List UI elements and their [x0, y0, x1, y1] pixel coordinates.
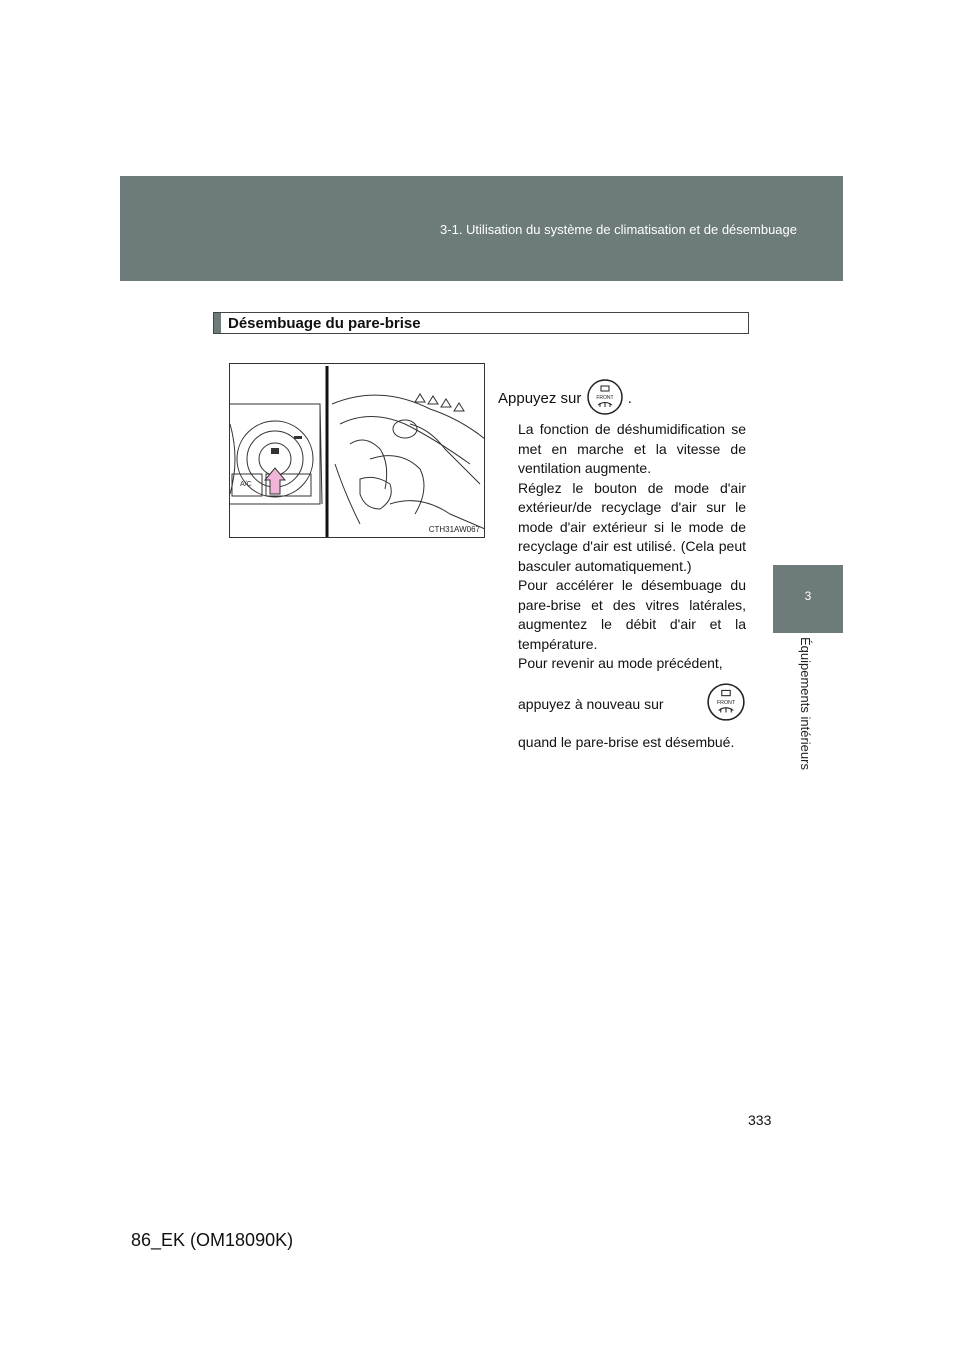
illustration: [229, 363, 485, 538]
chapter-label: Équipements intérieurs: [798, 637, 813, 770]
heading-accent-bar: [214, 313, 221, 333]
desc-paragraph-3: Pour accélérer le désembuage du pare-brise et des vitres latérales, augmentez le débit d'air et la température.: [518, 577, 746, 652]
chapter-label-area: [773, 633, 843, 795]
desc-inline-row: [518, 682, 746, 728]
front-defroster-button-icon: [586, 378, 624, 420]
svg-text:FRONT: FRONT: [595, 395, 614, 401]
instruction: [498, 378, 632, 420]
chapter-tab: [773, 565, 843, 633]
section-title: Désembuage du pare-brise: [228, 315, 421, 332]
arrow-icon: [265, 468, 285, 494]
desc-paragraph-4: Pour revenir au mode précédent,: [518, 655, 723, 671]
desc-paragraph-1: La fonction de déshumidification se met en marche et la vitesse de ventilation augmente.: [518, 421, 746, 476]
front-defroster-button-icon: [706, 682, 746, 728]
desc-inline-text: appuyez à nouveau sur: [518, 695, 664, 712]
ac-label: A/C: [240, 481, 252, 488]
dashboard-illustration: [230, 364, 485, 538]
desc-paragraph-2: Réglez le bouton de mode d'air extérieur/de recyclage d'air sur le mode d'air extérieur si le mode de recyclage d'air est utilisé. (Cela peut basculer automatiquement.): [518, 479, 746, 574]
section-heading: [213, 312, 749, 334]
instruction-suffix: .: [627, 389, 632, 407]
section-path: 3-1. Utilisation du système de climatisation et de désembuage: [440, 222, 797, 237]
svg-text:FRONT: FRONT: [716, 699, 736, 706]
desc-paragraph-5: quand le pare-brise est désembué.: [518, 734, 735, 750]
document-code: 86_EK (OM18090K): [131, 1230, 294, 1250]
page-number: 333: [748, 1112, 772, 1128]
instruction-prefix: Appuyez sur: [498, 389, 582, 407]
description: [518, 420, 746, 753]
header-band: [120, 176, 843, 281]
figure-code: CTH31AW067: [428, 525, 480, 534]
chapter-number: 3: [804, 589, 812, 603]
